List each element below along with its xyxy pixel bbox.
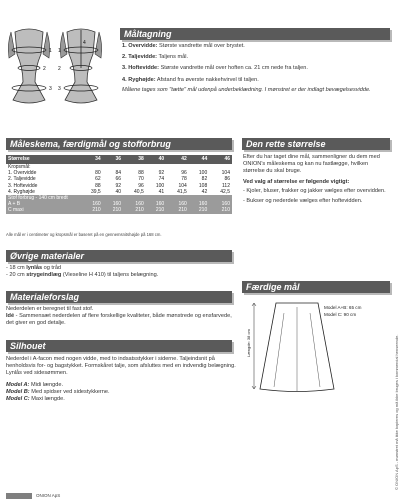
- model-item: Model C: Maxi længde.: [6, 396, 65, 403]
- table-row: 2. Taljevidde 62 66 70 74 78 82 86: [8, 176, 230, 183]
- model-item: Model B: Med spidser ved sidestykkerne.: [6, 388, 110, 395]
- measuring-note: Målene tages som "tætte" mål udenpå underbeklædning. I mønstret er der indlagt bevægelsesvidde.: [122, 86, 371, 93]
- rule-item: - Kjoler, bluser, frakker og jakker vælges efter overvidden.: [243, 188, 387, 195]
- footer-brand: ONION ApS: [36, 493, 61, 498]
- right-size-rule-title: Ved valg af størrelse er følgende vigtigt:: [243, 178, 350, 185]
- other-materials-list: [6, 265, 236, 279]
- material-suggestion-header: Materialeforslag: [6, 291, 232, 303]
- copyright-text: © ONION ApS - mønstret må ikke kopieres og må ikke bruges i kommercial henseende.: [394, 334, 399, 490]
- figure-label: 1: [49, 48, 52, 54]
- model-item: Model A: Midi længde.: [6, 381, 64, 388]
- size-table: [6, 155, 232, 214]
- finished-label-ab: Model A+B: 65 cm: [324, 305, 362, 310]
- other-materials-header: Øvrige materialer: [6, 250, 232, 262]
- right-size-intro: Efter du har taget dine mål, sammenligner du dem med ONION's måleskema og kan nu fastlægge, hvilken størrelse du skal bruge.: [243, 154, 380, 175]
- table-row: Kropsmål:: [8, 164, 31, 170]
- material-item: - 18 cm lynlås og tråd: [6, 265, 236, 272]
- figure-label: 3: [58, 86, 61, 92]
- finished-side-label: Længde: 38 cm: [246, 329, 251, 357]
- footer-bar: [0, 493, 400, 500]
- finished-header: Færdige mål: [242, 281, 390, 293]
- silhouette-text: Nederdel i A-facon med nogen vidde, med to indsatsstykker i siderne. Taljeindsnit på henholdsvis for- og bagstykket. Formskåret talje, som afsluttes med en indvendig belægning. Lynlås ved sidesømmen. Model A: Midi længde. Model B: Med spidser ved sidestykkerne. Model C: Maxi længde.: [6, 356, 236, 403]
- measure-item: 2. Taljevidde: Taljens mål.: [122, 54, 189, 61]
- measure-item: 4. Ryghøjde: Afstand fra øverste nakkehvirvel til taljen.: [122, 76, 259, 83]
- measuring-list: [122, 43, 392, 94]
- body-measure-figure: [5, 24, 110, 124]
- figure-label: 3: [49, 86, 52, 92]
- measure-item: 3. Hoftevidde: Største vandrette mål over hoften ca. 21 cm nede fra taljen.: [122, 65, 308, 72]
- table-row: A + B 160 160 160 160 160 160 160: [8, 201, 230, 208]
- right-size-header: Den rette størrelse: [242, 138, 390, 150]
- figure-label: 4: [83, 40, 86, 46]
- material-item: - 20 cm strygeindlæg (Vieseline H 410) til taljens belægning.: [6, 272, 236, 279]
- measure-item: 1. Overvidde: Største vandrette mål over brystet.: [122, 43, 245, 49]
- skirt-diagram: [244, 297, 388, 397]
- table-row: 4. Ryghøjde 39,5 40 40,5 41 41,5 42 42,5: [8, 188, 230, 195]
- table-row: 3. Hoftevidde 88 92 96 100 104 108 112: [8, 182, 230, 189]
- table-row: 1. Overvidde 80 84 88 92 96 100 104: [8, 170, 230, 177]
- footer-logo: [6, 493, 32, 499]
- rule-item: - Bukser og nederdele vælges efter hoftevidden.: [243, 198, 387, 205]
- figure-label: 1: [58, 48, 61, 54]
- silhouette-header: Silhouet: [6, 340, 232, 352]
- size-chart-note: Alle mål er i centimeter og kropsmål er baseret på en gennemsnitshøjde på 168 cm.: [6, 232, 162, 237]
- figure-label: 2: [43, 66, 46, 72]
- material-suggestion-text: Nederdelen er beregnet til fast stof. Idé - Sammensæt nederdelen af flere forskellige kvaliteter, både mønstrede og ensfarvede, det giver en god detalje.: [6, 306, 232, 327]
- size-chart-header: Måleskema, færdigmål og stofforbrug: [6, 138, 232, 150]
- table-row: C maxi 210 210 210 210 210 210 210: [8, 207, 230, 214]
- right-size-text: [243, 154, 387, 205]
- size-table-header: Størrelse 34 36 38 40 42 44 46: [8, 156, 230, 162]
- figure-label: 2: [58, 66, 61, 72]
- finished-label-c: Model C: 90 cm: [324, 312, 357, 317]
- fabric-row-label: Stof forbrug - 140 cm bredt: [6, 195, 232, 201]
- measuring-header: Måltagning: [120, 28, 390, 40]
